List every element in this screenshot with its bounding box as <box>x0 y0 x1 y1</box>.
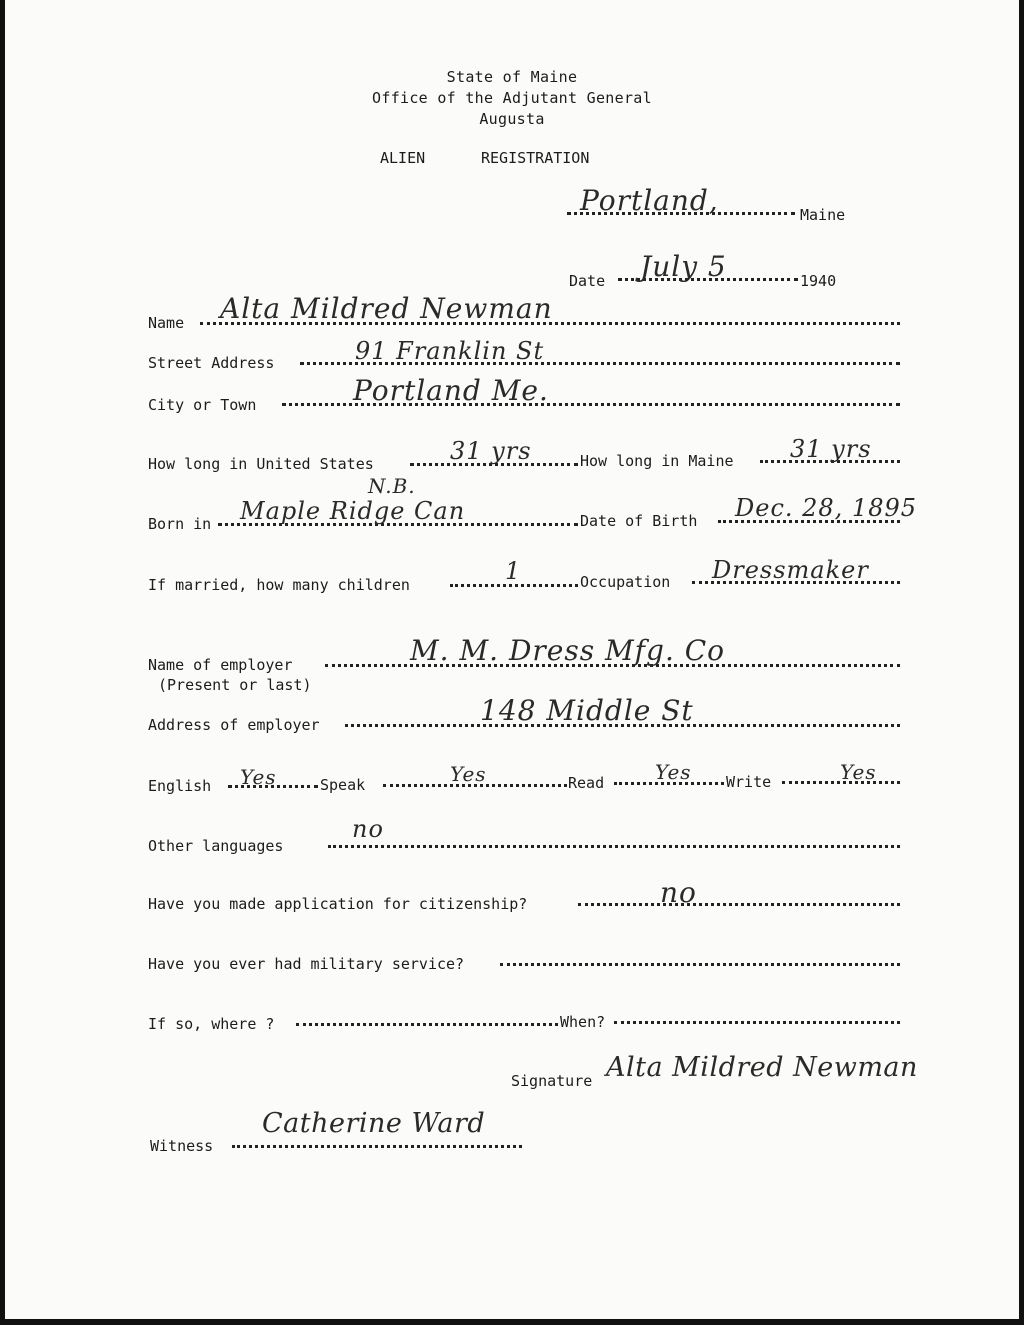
born-note: N.B. <box>368 474 416 498</box>
street-value: 91 Franklin St <box>355 337 545 365</box>
signature-label: Signature <box>511 1072 593 1090</box>
how-long-us-value: 31 yrs <box>450 437 532 465</box>
english-value: Yes <box>240 765 277 789</box>
military-label: Have you ever had military service? <box>148 955 465 973</box>
signature-value: Alta Mildred Newman <box>606 1052 918 1083</box>
employer-address-value: 148 Middle St <box>480 694 694 727</box>
name-value: Alta Mildred Newman <box>220 292 553 325</box>
header-city: Augusta <box>479 110 545 128</box>
read-label: Read <box>568 774 605 792</box>
english-label: English <box>148 777 212 795</box>
speak-label: Speak <box>320 776 366 794</box>
dob-label: Date of Birth <box>580 512 698 530</box>
date-value: July 5 <box>640 250 727 283</box>
witness-value: Catherine Ward <box>262 1108 486 1139</box>
read-value: Yes <box>655 760 692 784</box>
dob-value: Dec. 28, 1895 <box>735 494 918 522</box>
citizenship-value: no <box>660 876 697 909</box>
form-title-registration: REGISTRATION <box>481 149 590 167</box>
citizenship-dots <box>578 903 900 906</box>
citizenship-label: Have you made application for citizenship? <box>148 895 528 913</box>
employer-value: M. M. Dress Mfg. Co <box>410 634 726 667</box>
date-year: 1940 <box>800 272 837 290</box>
date-label: Date <box>569 272 606 290</box>
city-label: City or Town <box>148 396 257 414</box>
where-label: If so, where ? <box>148 1015 275 1033</box>
write-label: Write <box>726 773 772 791</box>
military-dots <box>500 963 900 966</box>
name-label: Name <box>148 314 185 332</box>
city-value: Portland Me. <box>353 374 549 407</box>
scan-border-right <box>1019 0 1024 1325</box>
occupation-label: Occupation <box>580 573 671 591</box>
when-dots <box>614 1021 900 1024</box>
how-long-maine-value: 31 yrs <box>790 435 872 463</box>
street-label: Street Address <box>148 354 275 372</box>
employer-sublabel: (Present or last) <box>158 676 312 694</box>
witness-dots <box>232 1145 522 1148</box>
header-office: Office of the Adjutant General <box>372 89 652 107</box>
other-languages-dots <box>328 845 900 848</box>
born-label: Born in <box>148 515 212 533</box>
place-value: Portland, <box>580 184 719 217</box>
other-languages-value: no <box>352 815 384 843</box>
employer-label: Name of employer <box>148 656 293 674</box>
scan-border-bottom <box>0 1319 1024 1325</box>
occupation-value: Dressmaker <box>712 556 869 584</box>
place-suffix: Maine <box>800 206 846 224</box>
children-value: 1 <box>505 557 522 585</box>
header-state: State of Maine <box>446 68 578 86</box>
children-label: If married, how many children <box>148 576 410 594</box>
how-long-maine-label: How long in Maine <box>580 452 734 470</box>
born-value: Maple Ridge Can <box>240 497 466 525</box>
speak-value: Yes <box>450 762 487 786</box>
form-title-alien: ALIEN <box>380 149 426 167</box>
scan-border-left <box>0 0 5 1325</box>
how-long-us-label: How long in United States <box>148 455 374 473</box>
when-label: When? <box>560 1013 606 1031</box>
witness-label: Witness <box>150 1137 214 1155</box>
other-languages-label: Other languages <box>148 837 284 855</box>
where-dots <box>296 1023 558 1026</box>
write-value: Yes <box>840 760 877 784</box>
employer-address-label: Address of employer <box>148 716 320 734</box>
